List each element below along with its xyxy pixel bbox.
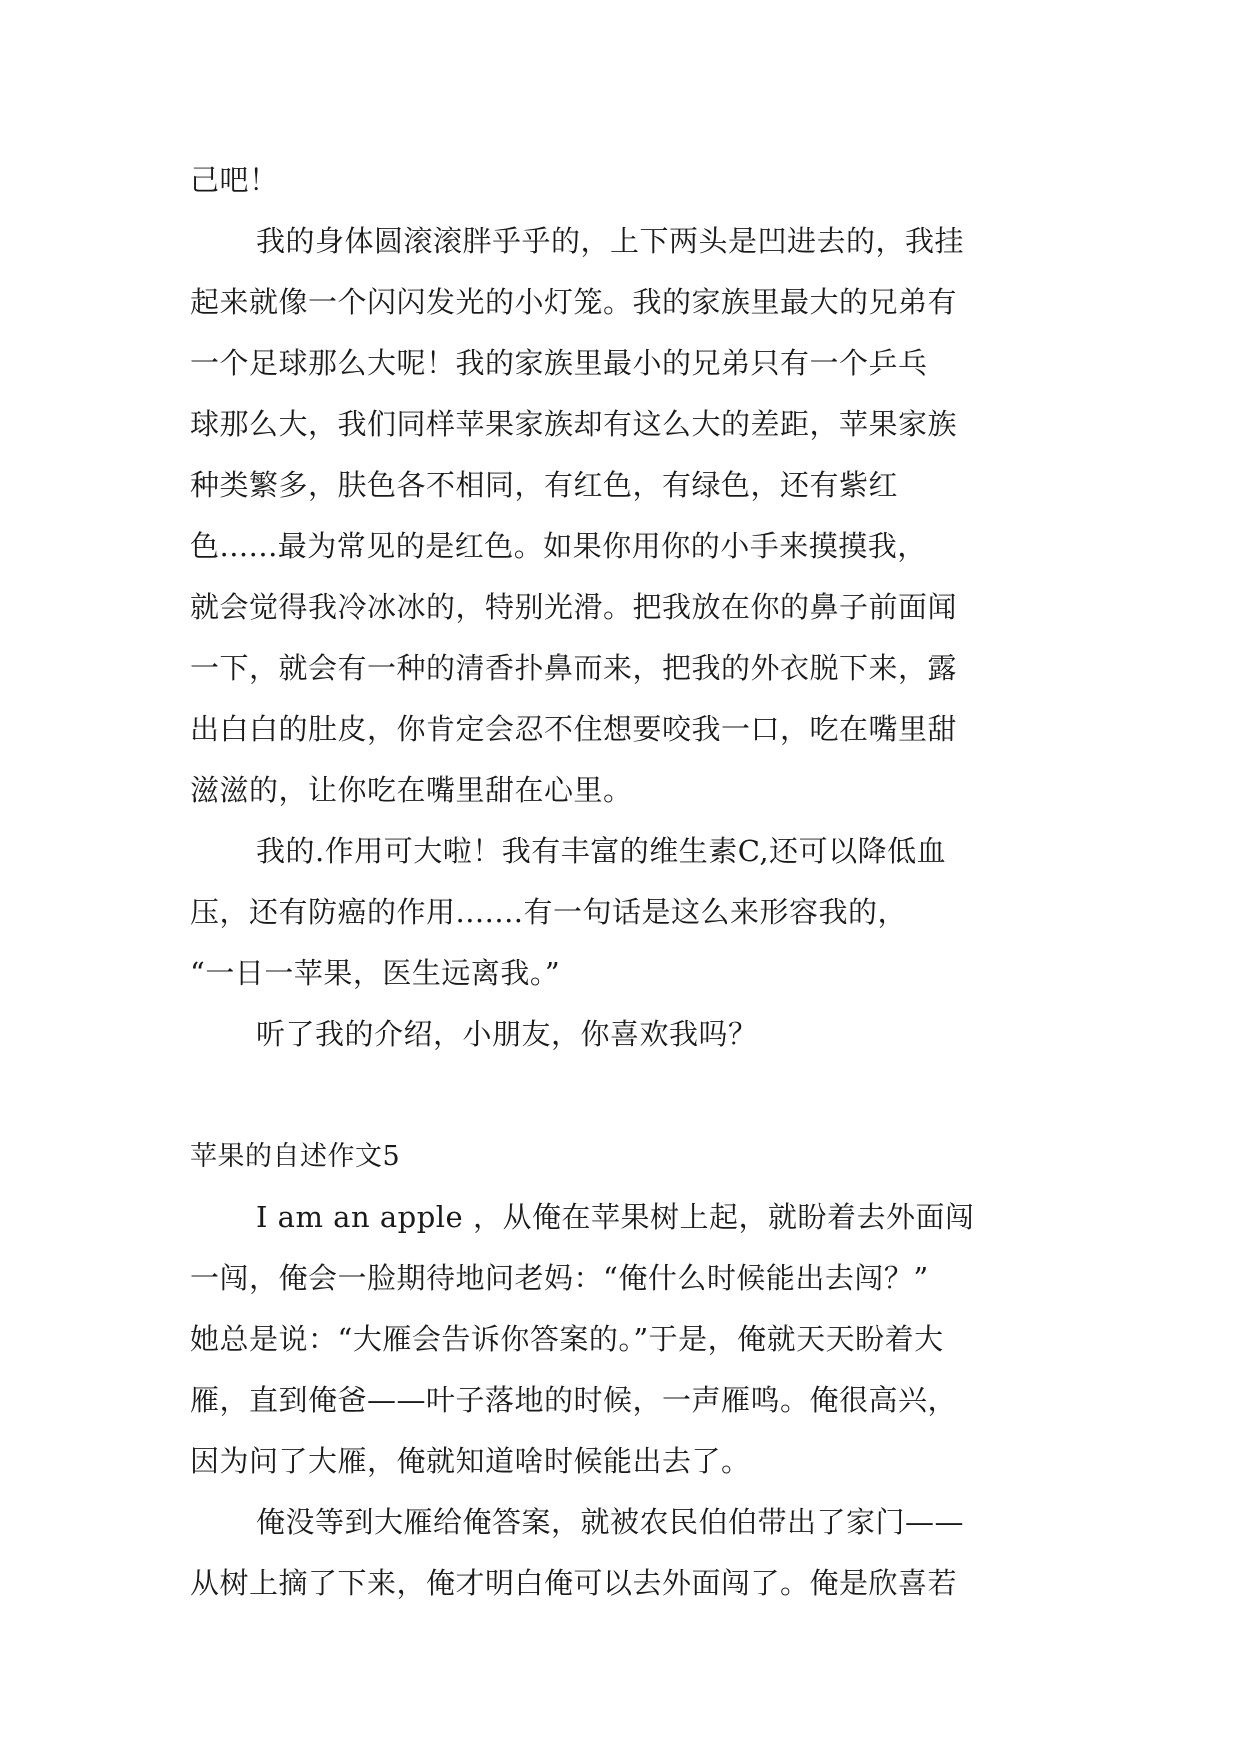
paragraph-start-line: 我的.作用可大啦！我有丰富的维生素C,还可以降低血: [256, 834, 947, 868]
text-line: 雁，直到俺爸——叶子落地的时候，一声雁鸣。俺很高兴，: [190, 1383, 958, 1417]
text-line: 她总是说：“大雁会告诉你答案的。”于是，俺就天天盼着大: [190, 1322, 944, 1356]
text-line: 起来就像一个闪闪发光的小灯笼。我的家族里最大的兄弟有: [190, 285, 958, 319]
text-line: 压，还有防癌的作用.......有一句话是这么来形容我的，: [190, 895, 908, 929]
paragraph-start-line: 我的身体圆滚滚胖乎乎的，上下两头是凹进去的，我挂: [256, 224, 965, 258]
blank-line: [190, 1065, 1062, 1126]
text-line: 从树上摘了下来，俺才明白俺可以去外面闯了。俺是欣喜若: [190, 1566, 958, 1600]
section-heading: 苹果的自述作文5: [190, 1141, 401, 1172]
text-line: 色......最为常见的是红色。如果你用你的小手来摸摸我，: [190, 529, 927, 563]
paragraph-start-line: I am an apple ，从俺在苹果树上起，就盼着去外面闯: [256, 1200, 975, 1234]
text-line: 己吧！: [190, 163, 279, 197]
document-page: [190, 150, 1062, 1614]
text-line: 球那么大，我们同样苹果家族却有这么大的差距，苹果家族: [190, 407, 958, 441]
text-line: 一下，就会有一种的清香扑鼻而来，把我的外衣脱下来，露: [190, 651, 958, 685]
text-line: 种类繁多，肤色各不相同，有红色，有绿色，还有紫红: [190, 468, 899, 502]
text-line: “一日一苹果，医生远离我。”: [190, 956, 561, 990]
paragraph-start-line: 俺没等到大雁给俺答案，就被农民伯伯带出了家门——: [256, 1505, 965, 1539]
text-line: 出白白的肚皮，你肯定会忍不住想要咬我一口，吃在嘴里甜: [190, 712, 958, 746]
text-line: 一个足球那么大呢！我的家族里最小的兄弟只有一个乒乓: [190, 346, 928, 380]
text-line: 就会觉得我冷冰冰的，特别光滑。把我放在你的鼻子前面闻: [190, 590, 958, 624]
text-line: 因为问了大雁，俺就知道啥时候能出去了。: [190, 1444, 751, 1478]
text-line: 一闯，俺会一脸期待地问老妈：“俺什么时候能出去闯？”: [190, 1261, 929, 1295]
text-line: 滋滋的，让你吃在嘴里甜在心里。: [190, 773, 633, 807]
paragraph-start-line: 听了我的介绍，小朋友，你喜欢我吗？: [256, 1017, 758, 1051]
